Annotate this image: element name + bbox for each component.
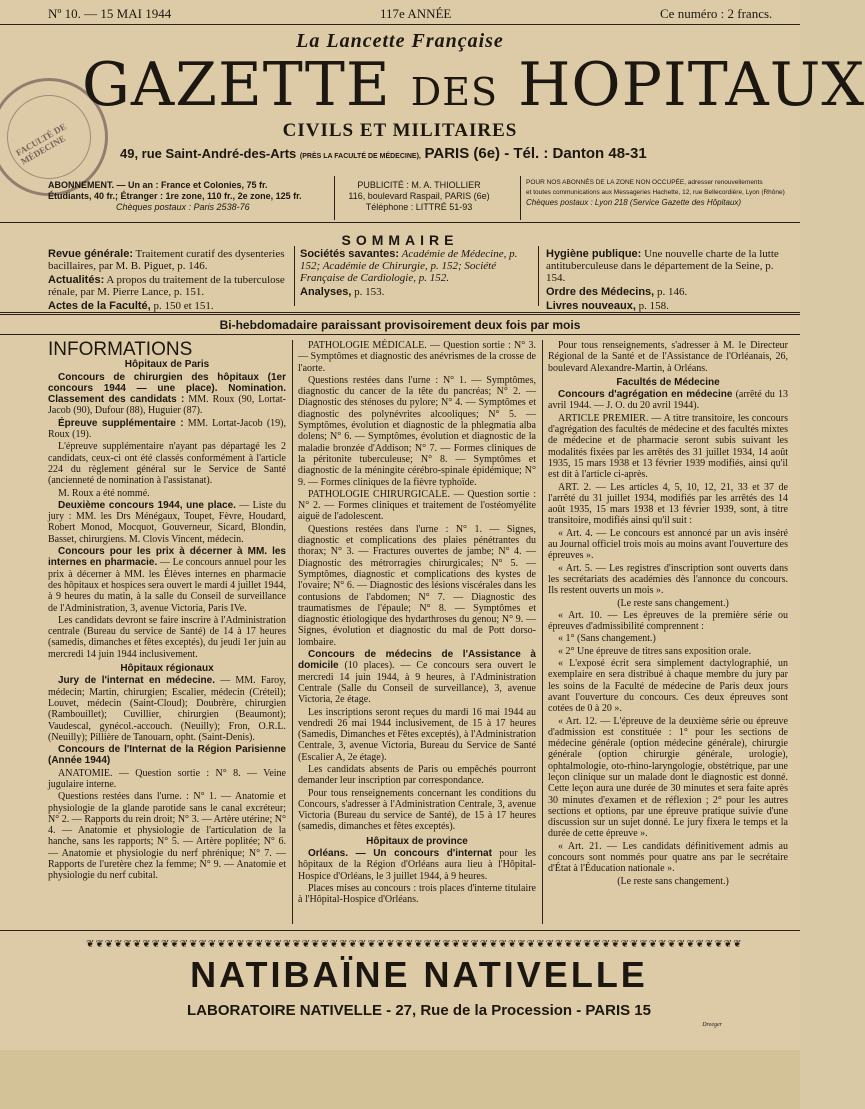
banner-rule-bottom — [0, 334, 800, 335]
paragraph: M. Roux a été nommé. — [58, 487, 150, 499]
paragraph: Concours d'agrégation en médecine (arrêté du 13 avril 1944. — J. O. du 20 avril 1944). — [548, 389, 788, 412]
sommaire-col-3 — [546, 248, 786, 314]
sommaire-col-1 — [48, 248, 290, 314]
paragraph: L'épreuve supplémentaire n'ayant pas départagé les 2 candidats, ceux-ci ont été classés conformément à l'article 224 du règlement général sur le Service de Santé (ancienneté de nomination à l'assistanat). — [48, 441, 286, 487]
advertising-block — [344, 180, 494, 213]
sommaire-item: Hygiène publique: Une nouvelle charte de la lutte antituberculeuse dans le département de la Seine, p. 154. — [546, 248, 779, 284]
advert-signature: Dreeger — [702, 1022, 722, 1028]
paragraph: « 1° (Sans changement.) — [558, 633, 656, 645]
column-sep-2 — [542, 340, 543, 924]
sommaire-item: Actualités: A propos du traitement de la tuberculose rénale, par M. Pierre Lance, p. 151. — [48, 274, 285, 298]
article-column-2 — [298, 340, 536, 930]
paragraph: « Art. 4. — Le concours est annoncé par un avis inséré au Journal officiel trois mois au moins avant l'ouverture des épreuves ». — [548, 527, 788, 562]
advert-laboratory: LABORATOIRE NATIVELLE - 27, Rue de la Procession - PARIS 15 — [187, 1002, 651, 1019]
address-note: (PRÈS LA FACULTÉ DE MÉDECINE), — [299, 153, 421, 160]
sommaire-col-2 — [300, 248, 532, 300]
paragraph: Concours pour les prix à décerner à MM. les internes en pharmacie. — Le concours annuel pour les prix à décerner à MM. les Élèves internes en pharmacie des hôpitaux et hospices sera ouvert le mardi 4 juillet 1944, à 9 heures du matin, à la salle du Conseil de surveillance de l'Administration, 3, avenue Victoria, Paris IVe. — [48, 546, 286, 614]
masthead-address — [120, 145, 800, 162]
top-line — [0, 6, 800, 24]
paragraph: Pour tous renseignements, s'adresser à M. le Directeur Régional de la Santé et de l'Assistance de l'Orléanais, 26, boulevard Alexandre-Martin, à Orléans. — [548, 340, 788, 374]
paragraph: Deuxième concours 1944, une place. — Liste du jury : MM. les Drs Ménégaux, Toupet, Fèvre, Houdard, Robert Monod, Mocquot, Gouverneur, Sicard, Blondin, Basset, chirurgiens. M. Clovis Vincent, médecin. — [48, 499, 286, 545]
sommaire-rule-top — [0, 222, 800, 223]
sub-sep-2 — [520, 176, 521, 220]
masthead-title-des: DES — [410, 70, 499, 114]
cheques-line: Chèques postaux : Paris 2538-76 — [116, 202, 250, 212]
sommaire-item: Ordre des Médecins, p. 146. — [546, 286, 688, 298]
paragraph: ART. 2. — Les articles 4, 5, 10, 12, 21, 33 et 37 de l'arrêté du 31 juillet 1934, modifiés par les arrêtés des 14 août 1935, 15 mars 1938 et 13 février 1939, sont, à titre transitoire, modifiés ainsi qu'il suit : — [548, 481, 788, 527]
paragraph: « Art. 10. — Les épreuves de la première série ou épreuves d'admissibilité comprennent : — [548, 609, 788, 633]
advertising-phone: Téléphone : LITTRÉ 51-93 — [365, 202, 473, 212]
advert-rule — [0, 930, 800, 931]
masthead-subtitle: CIVILS ET MILITAIRES — [282, 120, 518, 141]
subscription-line: ABONNEMENT. — Un an : France et Colonies, 75 fr. — [48, 180, 268, 190]
article-column-1 — [48, 340, 286, 930]
paragraph: « 2° Une épreuve de titres sans exposition orale. — [558, 645, 752, 657]
frequency-banner: Bi-hebdomadaire paraissant provisoirement deux fois par mois — [219, 318, 581, 332]
paragraph: « L'exposé écrit sera simplement dactylographié, un exemplaire en sera distribué à chaque membre du jury par les soins de la Faculté de médecine de Paris deux jours avant l'ouverture du concours. Ces deux épreuves sont cotées de 0 à 20 ». — [548, 658, 788, 715]
zone-line-2: et toutes communications aux Messageries Hachette, 12, rue Bellecordière, Lyon (Rhône) — [526, 189, 785, 196]
paragraph: « Art. 12. — L'épreuve de la deuxième série ou épreuve d'admission est constituée : 1° pour les sections de médecine générale (option médecine générale), chirurgie générale (option chirurgie générale, urologie), ophtalmologie, oto-rhino-laryngologie, obstétrique, par une leçon clinique sur un malade dont le diagnostic est donné. Cette leçon aura une durée de 30 minutes et sera faite après 30 minutes d'examen et de réflexion ; 2° pour les autres sections et options, par une épreuve pratique suivie d'une discussion sur un sujet donné. Le jury fixera le temps et la durée de cette épreuve ». — [548, 715, 788, 840]
paragraph: (Le reste sans changement.) — [617, 875, 729, 887]
paragraph: Questions restées dans l'urne. : N° 1. — Anatomie et physiologie de la glande parotide sans le canal excréteur; N° 2. — Rapports du rein droit; N° 3. — Artère utérine; N° 4. — Anatomie et physiologie de l'articulation de la hanche, sans les rapports; N° 5. — Artère poplitée; N° 6. — Anatomie et physiologie du nerf phrénique; N° 7. — Rapports de l'uretère chez la femme; N° 9. — Anatomie et physiologie du nerf cubital. — [48, 791, 286, 882]
students-line: Étudiants, 40 fr.; Étranger : 1re zone, 110 fr., 2e zone, 125 fr. — [48, 191, 302, 201]
paragraph: Concours de l'Internat de la Région Parisienne (Année 1944) — [48, 744, 286, 767]
lancette-title: La Lancette Française — [296, 30, 504, 52]
sommaire-sep-2 — [538, 246, 539, 306]
paragraph: « Art. 21. — Les candidats définitivement admis au concours sont nommés pour quatre ans par le secrétaire d'État à l'Éducation nationale ». — [548, 840, 788, 875]
top-rule — [0, 24, 800, 25]
street-address: 49, rue Saint-André-des-Arts — [120, 146, 297, 161]
issue-price: Ce numéro : 2 francs. — [660, 6, 773, 21]
paragraph: Concours de médecins de l'Assistance à domicile (10 places). — Ce concours sera ouvert le mercredi 14 juin 1944, à 9 heures, à l'Administration Centrale (Salle du Conseil de surveillance), 3, avenue Victoria, 2e étage. — [298, 649, 536, 706]
sommaire-item: Analyses, p. 153. — [300, 286, 385, 298]
paragraph: Pour tous renseignements concernant les conditions du Concours, s'adresser à l'Administration Centrale, 3, avenue Victoria (Bureau du service de Santé), de 15 à 17 heures (samedis, dimanches et fêtes exceptés). — [298, 787, 536, 833]
city-phone: PARIS (6e) - Tél. : Danton 48-31 — [424, 145, 647, 162]
paragraph: « Art. 5. — Les registres d'inscription sont ouverts dans les secrétariats des académies dès l'annonce du concours. Ils restent ouverts un mois ». — [548, 562, 788, 597]
advertisement — [86, 940, 752, 1036]
zone-line-1: POUR NOS ABONNÉS DE LA ZONE NON OCCUPÉE, adresser renouvellements — [526, 179, 763, 186]
paragraph: Les candidats absents de Paris ou empêchés pourront demander leur inscription par correspondance. — [298, 763, 536, 787]
banner-rule-top — [0, 312, 800, 313]
section-heading: Hôpitaux de province — [366, 835, 468, 847]
zone-block — [526, 178, 785, 208]
paragraph: Questions restées dans l'urne : N° 1. — Signes, diagnostic et complications des plaies pénétrantes du thorax; N° 3. — Fractures ouvertes de jambe; N° 4. — Diagnostic des métrorragies chirurgicales; N° 5. — Symptômes, diagnostic et complications des kystes de l'ovaire; N° 6. — Diagnostic des lésions viscérales dans les contusions de l'abdomen; N° 7. — Diagnostic des traumatismes de l'épaule; N° 8. — Symptômes et diagnostic étiologique des hydarthroses du genou; N° 9. — Signes, évolution et diagnostic du mal de Pott dorso-lombaire. — [298, 523, 536, 648]
advert-border-top: ❦❦❦❦❦❦❦❦❦❦❦❦❦❦❦❦❦❦❦❦❦❦❦❦❦❦❦❦❦❦❦❦❦❦❦❦❦❦❦❦❦❦❦❦❦❦❦❦❦❦❦❦❦❦❦❦❦❦❦❦❦❦❦❦❦❦❦❦❦❦ — [86, 939, 743, 950]
paragraph: Les candidats devront se faire inscrire à l'Administration centrale (Bureau du service de Santé) de 14 à 17 heures (samedis, dimanches et fêtes exceptés), du jeudi 1er juin au mercredi 14 juin 1944 inclusivement. — [48, 614, 286, 660]
informations-heading: INFORMATIONS — [48, 339, 193, 360]
advertising-line: PUBLICITÉ : M. A. THIOLLIER — [357, 180, 481, 190]
paragraph: Orléans. — Un concours d'internat pour les hôpitaux de la Région d'Orléans aura lieu à l'Hôpital-Hospice d'Orléans, le 3 juillet 1944, à 9 heures. — [298, 848, 536, 882]
section-heading: Hôpitaux de Paris — [124, 359, 210, 371]
paragraph: (Le reste sans changement.) — [617, 597, 729, 609]
issue-number: Nº 10. — 15 MAI 1944 — [48, 6, 172, 21]
paragraph: Questions restées dans l'urne : N° 1. — Symptômes, diagnostic du cancer de la tête du pancréas; N° 2. — Diagnostic des sténoses du pylore; N° 4. — Symptômes et diagnostic des polynévrites alcooliques; N° 5. — Symptômes, évolution et diagnostic de la phlegmatia alba dolens; N° 6. — Symptômes, évolution et diagnostic de la maladie bronzée d'Addison; N° 7. — Formes cliniques de la péritonite tuberculeuse; N° 8. — Symptômes et diagnostic de la méningite cérébro-spinale épidémique; N° 9. — Formes cliniques de la fièvre typhoïde. — [298, 374, 536, 488]
sommaire-item: Revue générale: Traitement curatif des dysenteries bacillaires, par M. B. Piguet, p. 146. — [48, 248, 285, 272]
sommaire-item: Actes de la Faculté, p. 150 et 151. — [48, 300, 214, 312]
section-heading: Facultés de Médecine — [616, 376, 720, 388]
sommaire-sep-1 — [294, 246, 295, 306]
stamp-text: FACULTÉ DE MÉDECINE — [14, 121, 68, 167]
masthead-title-part1: GAZETTE — [82, 50, 411, 120]
column-sep-1 — [292, 340, 293, 924]
sommaire-item: Sociétés savantes: Académie de Médecine, p. 152; Académie de Chirurgie, p. 152; Société Française de Cardiologie, p. 152. — [300, 248, 518, 284]
sommaire-item: Livres nouveaux, p. 158. — [546, 300, 669, 312]
paragraph: Les inscriptions seront reçues du mardi 16 mai 1944 au vendredi 26 mai 1944 inclusivement, de 15 à 17 heures (Samedis, Dimanches et Fêtes exceptés), à l'Administration Centrale, 3, avenue Victoria, Bureau du Service de Santé (Escalier A, 2e étage). — [298, 706, 536, 763]
paragraph: Places mises au concours : trois places d'interne titulaire à l'Hôpital-Hospice d'Orléans. — [298, 882, 536, 906]
advertising-address: 116, boulevard Raspail, PARIS (6e) — [348, 191, 490, 201]
section-heading: Hôpitaux régionaux — [120, 663, 214, 675]
paragraph: PATHOLOGIE MÉDICALE. — Question sortie : N° 3. — Symptômes et diagnostic des anévrismes de la crosse de l'aorte. — [298, 340, 536, 374]
zone-line-3: Chèques postaux : Lyon 218 (Service Gazette des Hôpitaux) — [526, 198, 742, 207]
paragraph: Épreuve supplémentaire : MM. Lortat-Jacob (19), Roux (19). — [48, 417, 286, 441]
page-bottom-margin — [0, 1050, 800, 1109]
paragraph: Concours de chirurgien des hôpitaux (1er concours 1944 — une place). Nomination. Classement des candidats : MM. Roux (90, Lortat-Jacob (90), Dufour (88), Huguier (87). — [48, 371, 287, 417]
paragraph: PATHOLOGIE CHIRURGICALE. — Question sortie : N° 2. — Formes cliniques et traitement de l'ostéomyélite aiguë de l'adolescent. — [298, 488, 536, 523]
paragraph: ARTICLE PREMIER. — A titre transitoire, les concours d'agrégation des facultés de médecine et des facultés mixtes de médecine et de pharmacie seront subis suivant les modalités fixées par les arrêtés des 31 juillet 1934, 14 août 1935, 15 mars 1938 et 13 février 1939 modifiés, ainsi qu'il est dit à l'article ci-après. — [548, 412, 788, 481]
paragraph: Jury de l'internat en médecine. — MM. Faroy, médecin; Martin, chirurgien; Escalier, médecin (Créteil); Louvet, médecin (Saint-Cloud); Doubrère, chirurgien (Rambouillet); Cuvillier, chirurgien (Beaumont); Vaudescal, gynécol.-accouch. (Neuilly); Fron, O.R.L. (Neuilly); Pillière de Tanouarn, opht. (Saint-Denis). — [48, 675, 286, 743]
banner-rule-top-2 — [0, 314, 800, 315]
advert-brand: NATIBAÏNE NATIVELLE — [190, 954, 648, 995]
subscription-block — [48, 180, 302, 213]
paragraph: ANATOMIE. — Question sortie : N° 8. — Veine jugulaire interne. — [48, 767, 286, 790]
sommaire-title: SOMMAIRE — [341, 232, 459, 248]
masthead-title — [82, 50, 865, 127]
article-column-3 — [548, 340, 788, 930]
sub-sep-1 — [334, 176, 335, 220]
issue-year: 117e ANNÉE — [380, 6, 452, 21]
masthead-title-part2: HOPITAUX — [498, 50, 865, 120]
